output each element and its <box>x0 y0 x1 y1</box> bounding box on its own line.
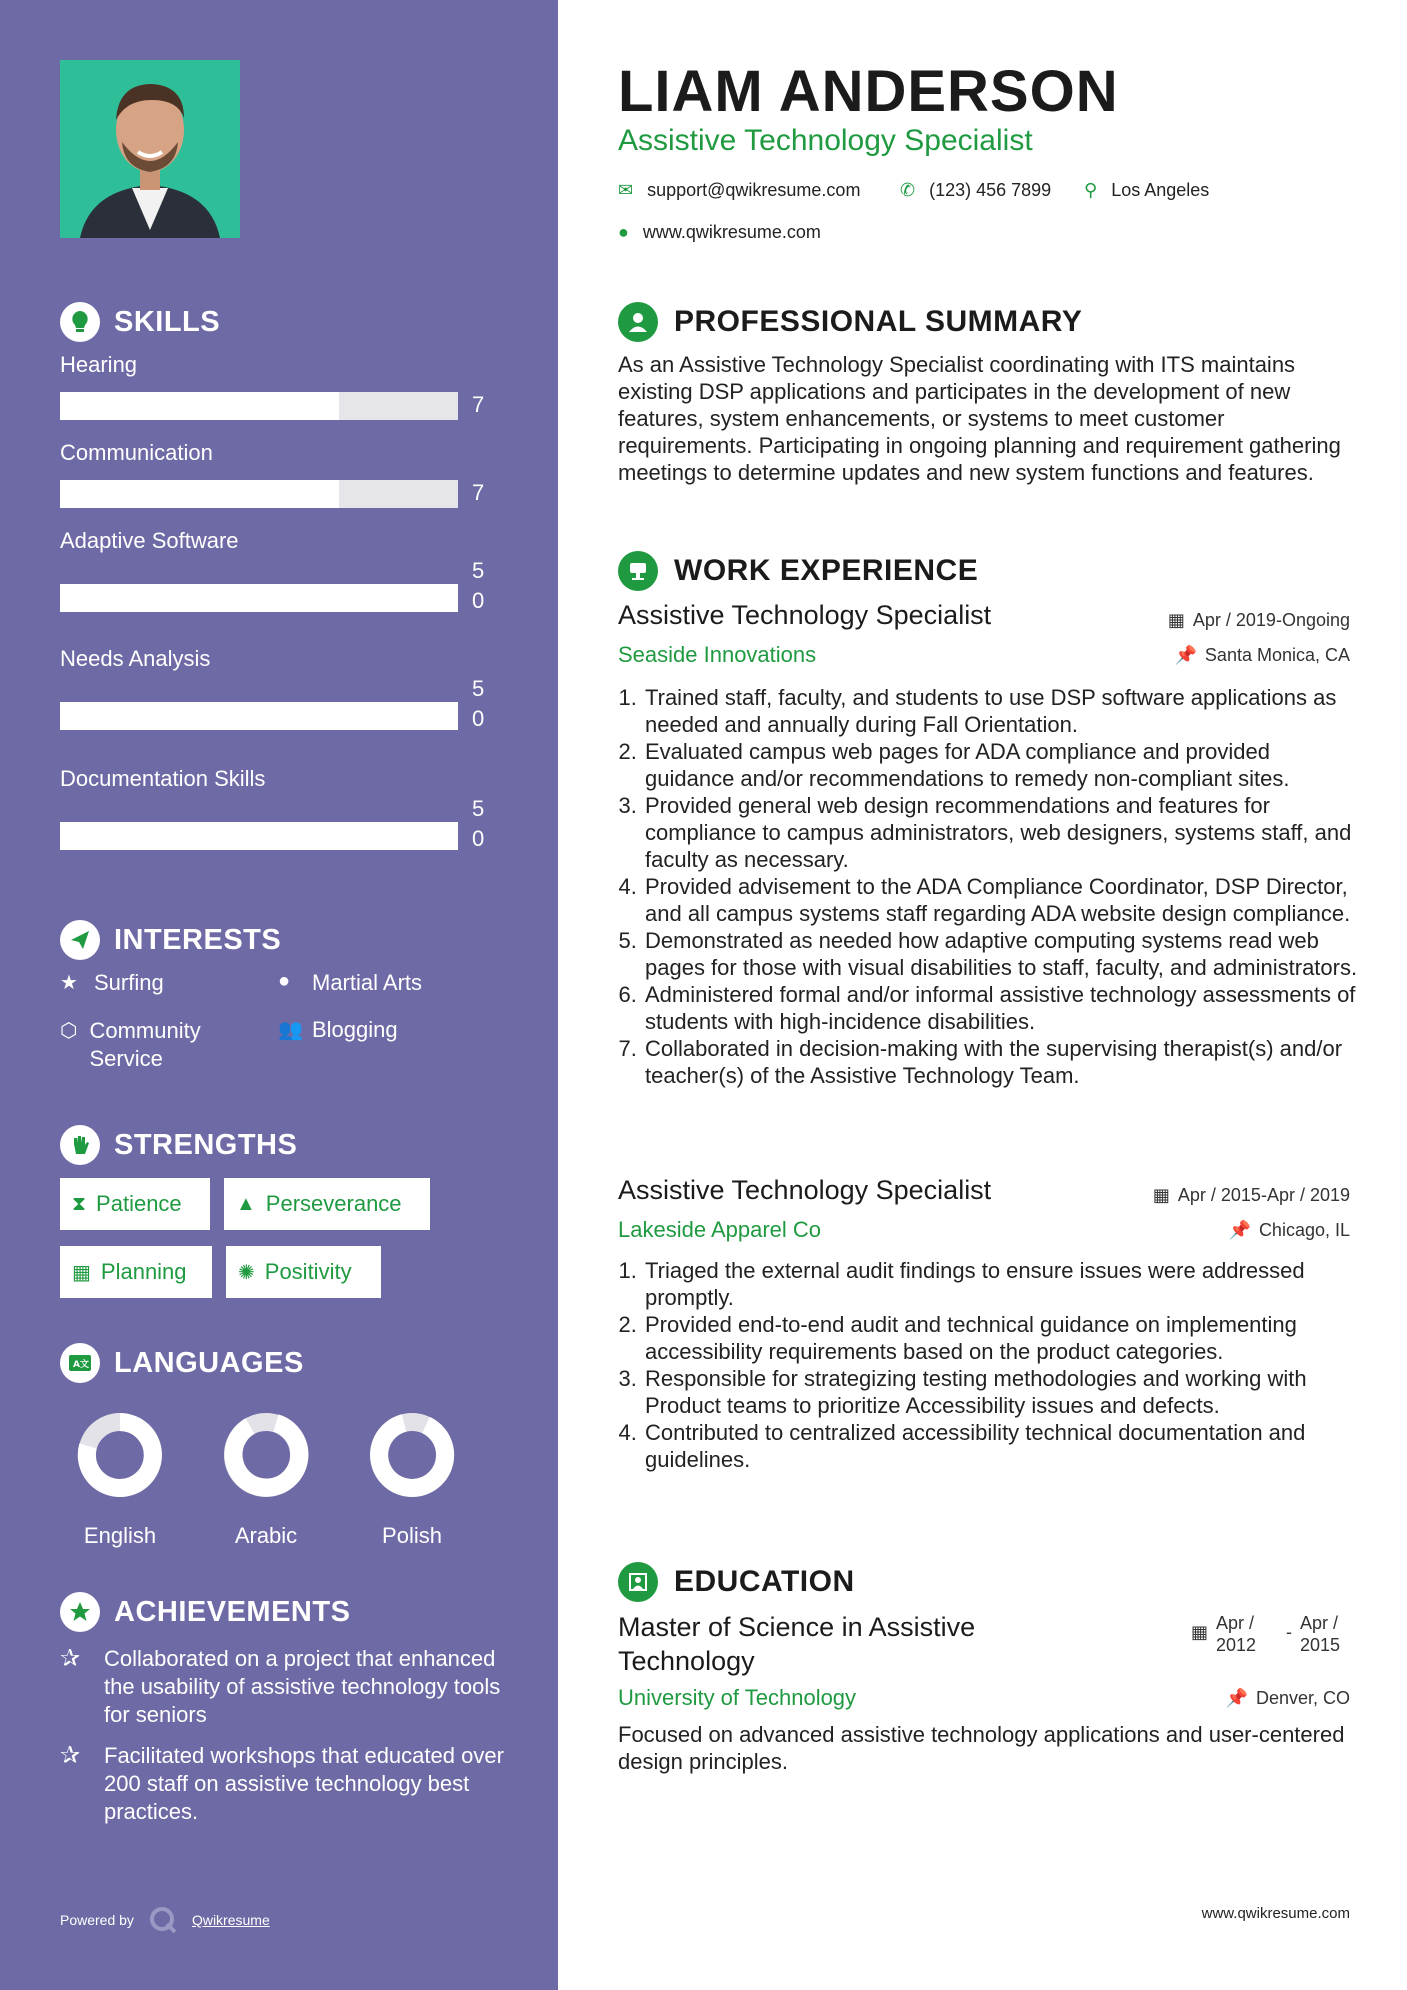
sun-icon: ✺ <box>238 1261 255 1284</box>
map-pin-icon: ⚲ <box>1084 180 1098 200</box>
duty-item: 4. Contributed to centralized accessibility technical documentation and guidelines. <box>643 1419 1363 1473</box>
education-location-text: Denver, CO <box>1255 1688 1350 1708</box>
job-location <box>1229 1220 1350 1241</box>
achievement-text: Collaborated on a project that enhanced the usability of assistive technology tools for seniors <box>104 1646 501 1727</box>
skill-bar <box>60 702 458 730</box>
duty-item: 3. Responsible for strategizing testing methodologies and working with Product teams to prioritize Accessibility issues and defects. <box>643 1365 1363 1419</box>
interest-item-community-service <box>60 1017 240 1073</box>
strength-tag-positivity <box>226 1246 381 1298</box>
job-location-text: Chicago, IL <box>1258 1220 1350 1240</box>
contact-email <box>618 180 860 201</box>
skill-name: Hearing <box>60 352 138 377</box>
achievement-text: Facilitated workshops that educated over 200 staff on assistive technology best practices. <box>104 1743 504 1824</box>
skill-name: Documentation Skills <box>60 766 266 791</box>
language-arabic <box>206 1410 326 1549</box>
hourglass-icon: ⧗ <box>72 1192 87 1215</box>
calendar-icon: ▦ <box>1152 1185 1170 1205</box>
duty-item: 2. Evaluated campus web pages for ADA compliance and provided guidance and/or recommendations to remedy non-compliant sites. <box>643 738 1363 792</box>
skills-title: SKILLS <box>114 305 221 338</box>
summary-text: As an Assistive Technology Specialist coordinating with ITS maintains existing DSP applications and participates in the development of new features, system enhancements, or systems to meet customer requirements. Participating in ongoing planning and requirement gathering meetings to determine updates and new system functions and features. <box>618 352 1341 485</box>
achievement-item <box>60 1645 510 1729</box>
education-date-end: Apr / 2015 <box>1300 1613 1341 1655</box>
job-date <box>1168 610 1350 631</box>
skill-value: 50 <box>472 796 485 851</box>
experience-header <box>618 551 978 591</box>
interest-label: Surfing <box>94 970 164 995</box>
skill-value: 7 <box>472 480 485 505</box>
calendar-icon: ▦ <box>72 1261 91 1284</box>
strengths-header <box>60 1125 297 1165</box>
hand-icon <box>60 1125 100 1165</box>
language-name: Arabic <box>234 1523 298 1548</box>
language-ring <box>206 1410 326 1500</box>
sidebar <box>0 0 558 1990</box>
powered-by-label: Powered by <box>60 1912 134 1928</box>
envelope-icon: ✉ <box>618 180 634 200</box>
globe-icon: ● <box>278 970 291 992</box>
shield-icon: ⬡ <box>60 1020 78 1042</box>
language-ring <box>352 1410 472 1500</box>
duty-item: 4. Provided advisement to the ADA Compliance Coordinator, DSP Director, and all campus systems staff regarding ADA website design compliance. <box>643 873 1363 927</box>
job-location-text: Santa Monica, CA <box>1204 645 1350 665</box>
languages-title: LANGUAGES <box>114 1346 304 1379</box>
calendar-icon: ▦ <box>1167 610 1185 630</box>
globe-icon: ● <box>618 222 629 242</box>
skill-bar-fill <box>60 584 458 612</box>
star-icon: ✰ <box>60 1742 81 1769</box>
summary-header <box>618 302 1082 342</box>
qwikresume-logo-icon <box>148 1905 178 1935</box>
svg-text:A文: A文 <box>73 1360 89 1370</box>
job-company: Lakeside Apparel Co <box>618 1217 822 1242</box>
education-location <box>1226 1688 1350 1709</box>
lightbulb-icon <box>60 302 100 342</box>
skill-name: Communication <box>60 440 213 465</box>
duty-item: 7. Collaborated in decision-making with the supervising therapist(s) and/or teacher(s) of the Assistive Technology Team. <box>643 1035 1363 1089</box>
strength-label: Perseverance <box>265 1191 402 1216</box>
star-badge-icon <box>60 1592 100 1632</box>
contact-website <box>618 222 821 243</box>
interest-label: Community Service <box>89 1018 201 1071</box>
skill-bar-fill <box>60 702 458 730</box>
interest-item-martial-arts <box>278 970 422 996</box>
users-icon: 👥 <box>278 1019 303 1041</box>
education-header <box>618 1562 855 1602</box>
phone-icon: ✆ <box>900 180 916 200</box>
star-icon: ★ <box>60 972 78 994</box>
job-duties-list <box>618 684 1363 1089</box>
skill-item <box>60 766 500 851</box>
job-location <box>1175 645 1351 666</box>
skill-bar-fill <box>60 392 339 420</box>
location-text: Los Angeles <box>1111 180 1210 200</box>
experience-title: WORK EXPERIENCE <box>674 554 979 587</box>
job-company: Seaside Innovations <box>618 642 817 667</box>
main-content <box>558 0 1407 1990</box>
skill-name: Adaptive Software <box>60 528 239 553</box>
skill-item <box>60 440 500 505</box>
strength-tag-perseverance <box>224 1178 430 1230</box>
skill-bar <box>60 584 458 612</box>
interest-label: Blogging <box>312 1017 398 1042</box>
pin-icon: 📌 <box>1228 1220 1251 1240</box>
education-title: EDUCATION <box>674 1565 855 1598</box>
skill-bar <box>60 822 458 850</box>
language-name: Polish <box>382 1523 442 1548</box>
duty-item: 3. Provided general web design recommendations and features for compliance to campus administrators, web designers, systems staff, and faculty as necessary. <box>643 792 1363 873</box>
profile-photo <box>60 60 240 238</box>
duty-item: 5. Demonstrated as needed how adaptive computing systems read web pages for those with visual disabilities to staff, faculty, and administrators. <box>643 927 1363 981</box>
contact-phone <box>900 180 1051 201</box>
candidate-title: Assistive Technology Specialist <box>618 124 1033 157</box>
person-portrait-icon <box>60 60 240 238</box>
star-icon: ✰ <box>60 1645 81 1672</box>
achievement-item <box>60 1742 510 1826</box>
interests-title: INTERESTS <box>114 923 282 956</box>
strength-label: Patience <box>96 1191 182 1216</box>
footer-website[interactable]: www.qwikresume.com <box>1201 1905 1350 1922</box>
duty-item: 1. Trained staff, faculty, and students to use DSP software applications as needed and annually during Fall Orientation. <box>643 684 1363 738</box>
strengths-title: STRENGTHS <box>114 1128 298 1161</box>
skill-value: 50 <box>472 558 485 613</box>
duty-item: 6. Administered formal and/or informal assistive technology assessments of students with high-incidence disabilities. <box>643 981 1363 1035</box>
language-ring <box>60 1410 180 1500</box>
date-separator: - <box>1286 1622 1292 1642</box>
job-title: Assistive Technology Specialist <box>618 1175 992 1205</box>
interest-item-surfing <box>60 970 164 996</box>
summary-title: PROFESSIONAL SUMMARY <box>674 305 1083 338</box>
achievements-title: ACHIEVEMENTS <box>114 1595 351 1628</box>
education-school: University of Technology <box>618 1685 857 1710</box>
powered-by <box>60 1905 270 1935</box>
user-icon <box>618 302 658 342</box>
paper-plane-icon <box>60 920 100 960</box>
degree-title: Master of Science in Assistive Technology <box>618 1612 976 1676</box>
job-title: Assistive Technology Specialist <box>618 600 992 630</box>
strength-tag-patience <box>60 1178 210 1230</box>
skill-bar <box>60 392 458 420</box>
website-text[interactable]: www.qwikresume.com <box>642 222 821 242</box>
education-date <box>1191 1612 1350 1656</box>
pin-icon: 📌 <box>1174 645 1197 665</box>
skill-item <box>60 352 500 417</box>
language-polish <box>352 1410 472 1549</box>
skill-item <box>60 528 500 613</box>
contact-location <box>1084 180 1209 201</box>
language-name: English <box>83 1523 157 1548</box>
skill-name: Needs Analysis <box>60 646 211 671</box>
language-english <box>60 1410 180 1549</box>
skill-bar-fill <box>60 480 339 508</box>
languages-header <box>60 1343 304 1383</box>
phone-text: (123) 456 7899 <box>929 180 1052 200</box>
candidate-name: LIAM ANDERSON <box>618 59 1119 124</box>
skill-value: 50 <box>472 676 485 731</box>
job-date-text: Apr / 2015-Apr / 2019 <box>1177 1185 1350 1205</box>
skill-bar-fill <box>60 822 458 850</box>
strength-label: Planning <box>100 1259 187 1284</box>
job-date-text: Apr / 2019-Ongoing <box>1192 610 1350 630</box>
skill-bar <box>60 480 458 508</box>
strength-label: Positivity <box>264 1259 352 1284</box>
interest-item-blogging <box>278 1017 398 1043</box>
skill-item <box>60 646 500 731</box>
calendar-icon: ▦ <box>1190 1622 1208 1642</box>
job-duties-list <box>618 1257 1363 1473</box>
strength-tag-planning <box>60 1246 212 1298</box>
briefcase-icon <box>618 551 658 591</box>
education-date-start: Apr / 2012 <box>1216 1613 1257 1655</box>
language-icon <box>60 1343 100 1383</box>
education-description: Focused on advanced assistive technology applications and user-centered design principles. <box>618 1722 1345 1774</box>
graduate-icon <box>618 1562 658 1602</box>
road-icon: ▲ <box>236 1192 256 1215</box>
interest-label: Martial Arts <box>312 970 423 995</box>
skill-value: 7 <box>472 392 485 417</box>
achievements-header <box>60 1592 350 1632</box>
duty-item: 1. Triaged the external audit findings to ensure issues were addressed promptly. <box>643 1257 1363 1311</box>
pin-icon: 📌 <box>1225 1688 1248 1708</box>
interests-header <box>60 920 281 960</box>
email-text[interactable]: support@qwikresume.com <box>647 180 861 200</box>
duty-item: 2. Provided end-to-end audit and technical guidance on implementing accessibility requirements based on the product categories. <box>643 1311 1363 1365</box>
job-date <box>1153 1185 1350 1206</box>
skills-header <box>60 302 220 342</box>
qwikresume-link[interactable]: Qwikresume <box>191 1912 270 1928</box>
